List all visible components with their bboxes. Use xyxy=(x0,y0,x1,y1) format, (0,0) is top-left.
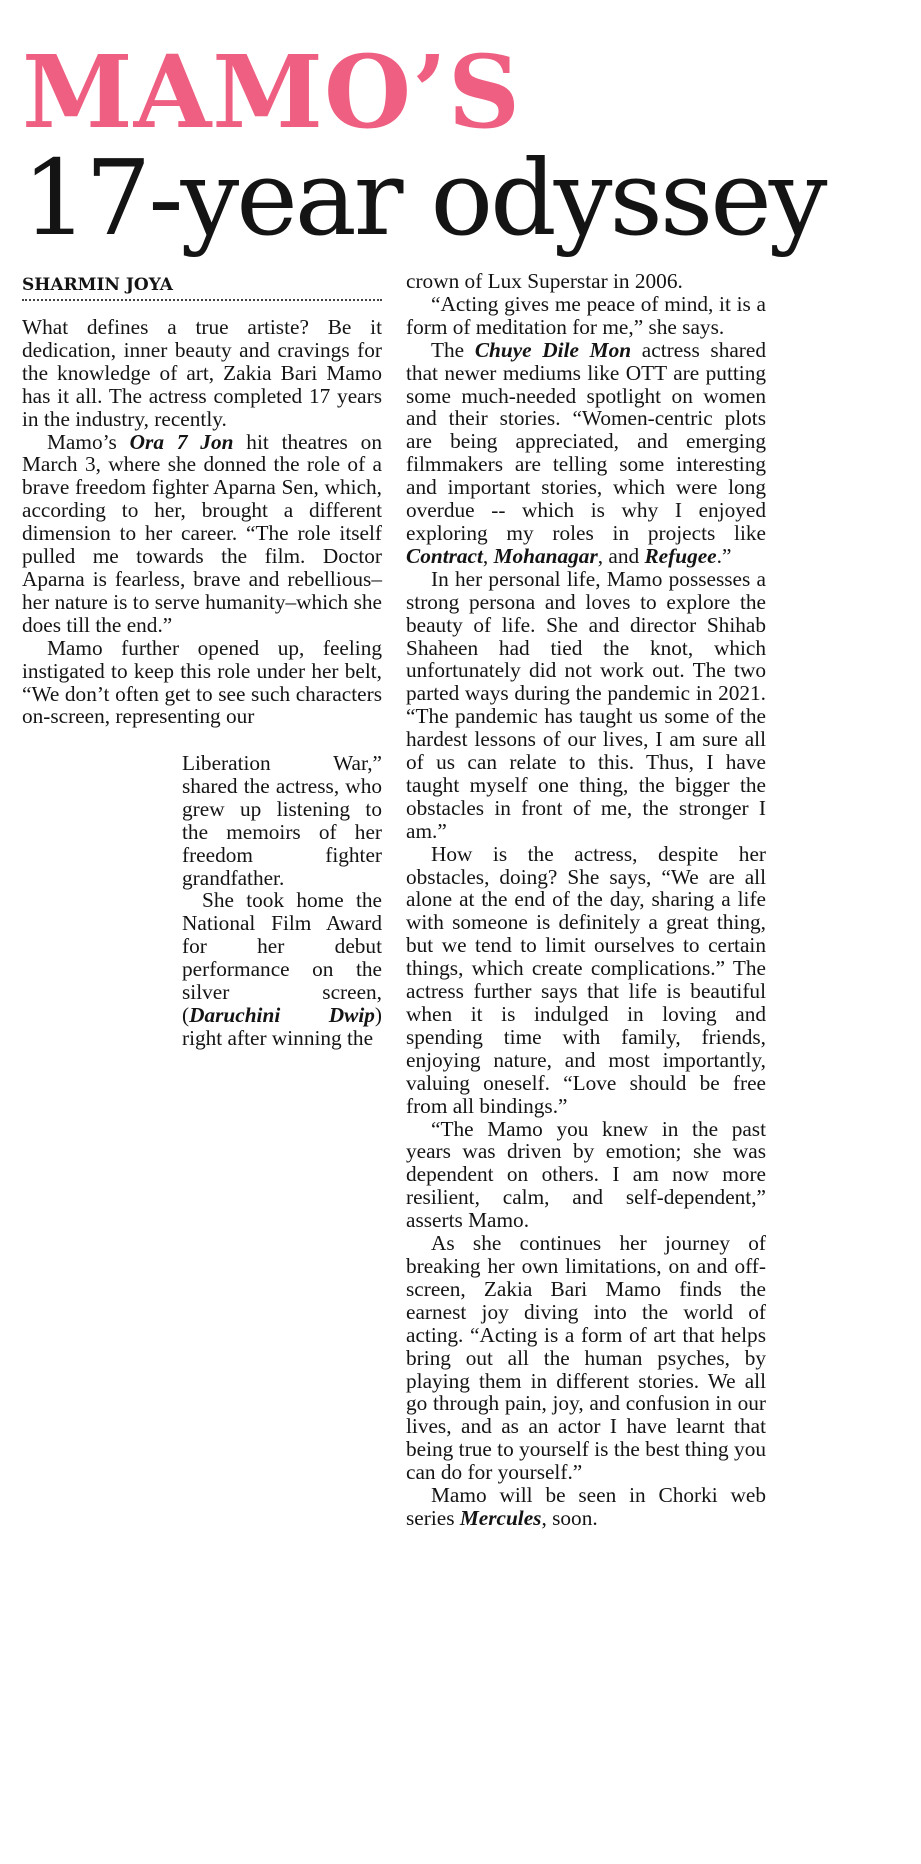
byline-divider xyxy=(22,299,382,301)
paragraph: crown of Lux Superstar in 2006. xyxy=(406,269,683,293)
article-column-1 xyxy=(22,316,382,728)
series-title: Mercules xyxy=(459,1505,542,1530)
film-title: Chuye Dile Mon xyxy=(474,337,632,362)
paragraph: “Acting gives me peace of mind, it is a form of meditation for me,” she says. xyxy=(406,291,766,339)
article-column-1-wrap xyxy=(22,752,382,1132)
paragraph: What defines a true artiste? Be it dedication, inner beauty and cravings for the knowledge of art, Zakia Bari Mamo has it all. The actress completed 17 years in the industry, recently. xyxy=(22,315,382,431)
photo-space xyxy=(22,752,182,1132)
film-title: Ora 7 Jon xyxy=(129,429,234,454)
paragraph: She took home the National Film Award for her debut performance on the silver screen, (Daruchini Dwip) right after winning the xyxy=(182,888,382,1050)
project-title: Mohanagar xyxy=(493,543,598,568)
paragraph: In her personal life, Mamo possesses a strong persona and loves to explore the beauty of life. She and director Shihab Shaheen had tied the knot, which unfortunately did not work out. The two parted ways during the pandemic in 2021. “The pandemic has taught us some of the hardest lessons of our lives, I am sure all of us can relate to this. Thus, I have taught myself one thing, the bigger the obstacles in front of me, the stronger I am.” xyxy=(406,566,766,843)
paragraph: Mamo further opened up, feeling instigated to keep this role under her belt, “We don’t often get to see such characters on-screen, representing our xyxy=(22,635,382,729)
paragraph: The Chuye Dile Mon actress shared that newer mediums like OTT are putting some much-needed spotlight on women and their stories. “Women-centric plots are being appreciated, and emerging filmmakers are telling some interesting and important stories, which were long overdue -- which is why I enjoyed exploring my roles in projects like Contract, Mohanagar, and Refugee.” xyxy=(406,337,766,568)
paragraph: Liberation War,” shared the actress, who grew up listening to the memoirs of her freedom fighter grandfather. xyxy=(182,751,382,890)
paragraph: “The Mamo you knew in the past years was driven by emotion; she was dependent on others. I am now more resilient, calm, and self-dependent,” asserts Mamo. xyxy=(406,1116,766,1233)
project-title: Refugee xyxy=(644,543,717,568)
article-column-2 xyxy=(406,270,766,1530)
film-title: Daruchini Dwip xyxy=(189,1002,375,1027)
paragraph: Mamo will be seen in Chorki web series Mercules, soon. xyxy=(406,1483,766,1530)
project-title: Contract xyxy=(406,543,483,568)
headline-name: MAMO’S xyxy=(22,33,522,151)
headline-subtitle: 17-year odyssey xyxy=(22,137,825,259)
paragraph: Mamo’s Ora 7 Jon hit theatres on March 3, where she donned the role of a brave freedom fighter Aparna Sen, which, according to her, brought a different dimension to her career. “The role itself pulled me towards the film. Doctor Aparna is fearless, brave and rebellious–her nature is to serve humanity–which she does till the end.” xyxy=(22,429,382,637)
byline: SHARMIN JOYA xyxy=(22,275,173,295)
paragraph: As she continues her journey of breaking her own limitations, on and off-screen, Zakia Bari Mamo finds the earnest joy diving into the world of acting. “Acting is a form of art that helps bring out all the human psyches, by playing them in different stories. We all go through pain, joy, and confusion in our lives, and as an actor I have learnt that being true to yourself is the best thing you can do for yourself.” xyxy=(406,1231,766,1485)
paragraph: How is the actress, despite her obstacles, doing? She says, “We are all alone at the end of the day, sharing a life with someone is definitely a great thing, but we tend to limit ourselves to certain things, which create complications.” The actress further says that life is beautiful when it is indulged in loving and spending time with family, friends, enjoying nature, and most importantly, valuing oneself. “Love should be free from all bindings.” xyxy=(406,841,766,1118)
